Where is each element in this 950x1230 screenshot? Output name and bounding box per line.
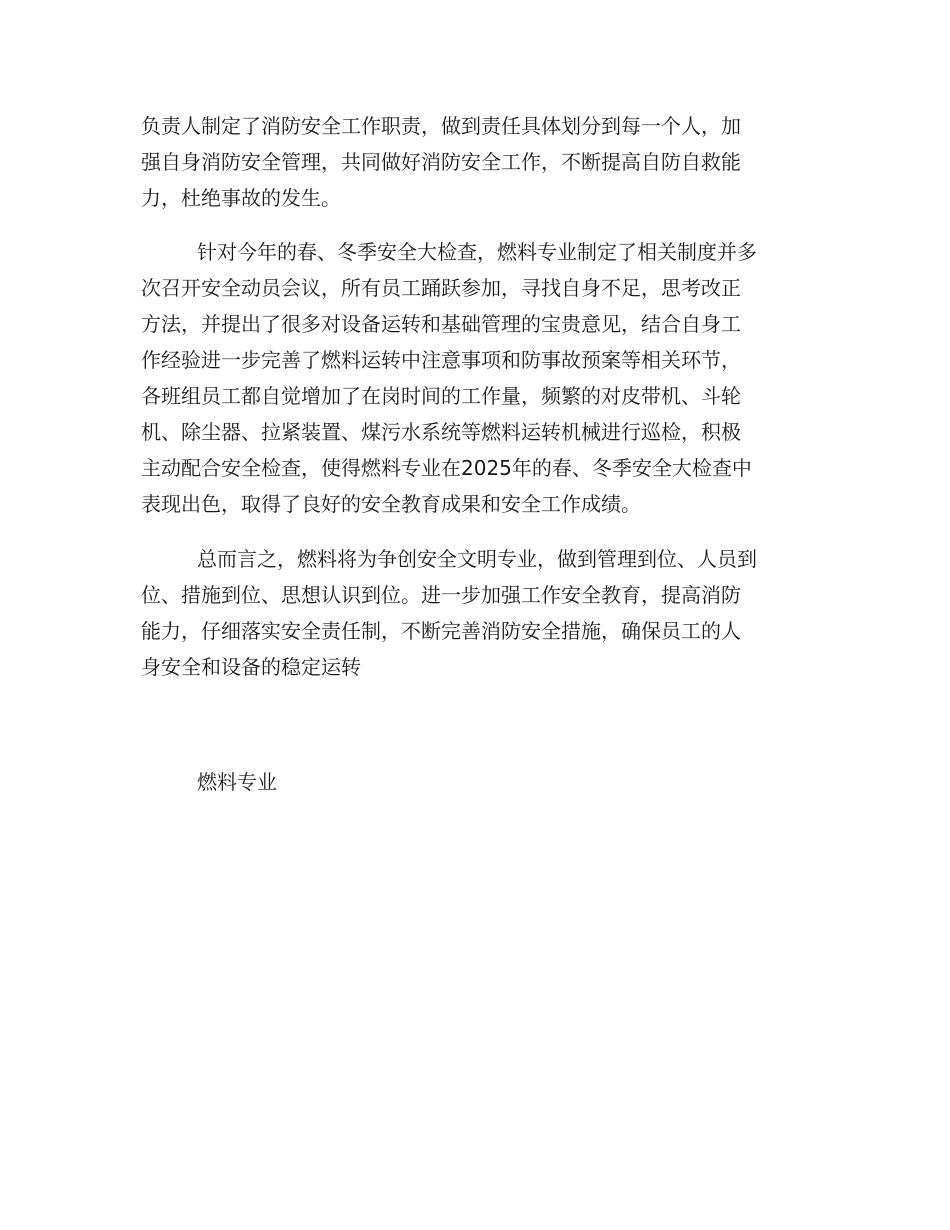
paragraph-1-line-3: 力，杜绝事故的发生。 bbox=[141, 186, 341, 210]
paragraph-2-line-8: 表现出色，取得了良好的安全教育成果和安全工作成绩。 bbox=[141, 492, 641, 516]
paragraph-2-line-4: 作经验进一步完善了燃料运转中注意事项和防事故预案等相关环节， bbox=[141, 348, 741, 372]
paragraph-3-line-3: 能力，仔细落实安全责任制，不断完善消防安全措施，确保员工的人 bbox=[141, 619, 741, 643]
paragraph-2-line-3: 方法，并提出了很多对设备运转和基础管理的宝贵意见，结合自身工 bbox=[141, 312, 741, 336]
paragraph-2-line-2: 次召开安全动员会议，所有员工踊跃参加，寻找自身不足，思考改正 bbox=[141, 276, 741, 300]
paragraph-2-line-7: 主动配合安全检查，使得燃料专业在2025年的春、冬季安全大检查中 bbox=[141, 456, 752, 480]
paragraph-2-line-5: 各班组员工都自觉增加了在岗时间的工作量，频繁的对皮带机、斗轮 bbox=[141, 384, 741, 408]
paragraph-3-line-2: 位、措施到位、思想认识到位。进一步加强工作安全教育，提高消防 bbox=[141, 583, 741, 607]
signature: 燃料专业 bbox=[197, 770, 277, 794]
paragraph-1-line-2: 强自身消防安全管理，共同做好消防安全工作，不断提高自防自救能 bbox=[141, 150, 741, 174]
paragraph-3-line-1: 总而言之，燃料将为争创安全文明专业，做到管理到位、人员到 bbox=[197, 547, 757, 571]
paragraph-3-line-4: 身安全和设备的稳定运转 bbox=[141, 655, 361, 679]
paragraph-2-line-1: 针对今年的春、冬季安全大检查，燃料专业制定了相关制度并多 bbox=[197, 240, 757, 264]
paragraph-2-line-6: 机、除尘器、拉紧装置、煤污水系统等燃料运转机械进行巡检，积极 bbox=[141, 420, 741, 444]
paragraph-1-line-1: 负责人制定了消防安全工作职责，做到责任具体划分到每一个人，加 bbox=[141, 114, 741, 138]
